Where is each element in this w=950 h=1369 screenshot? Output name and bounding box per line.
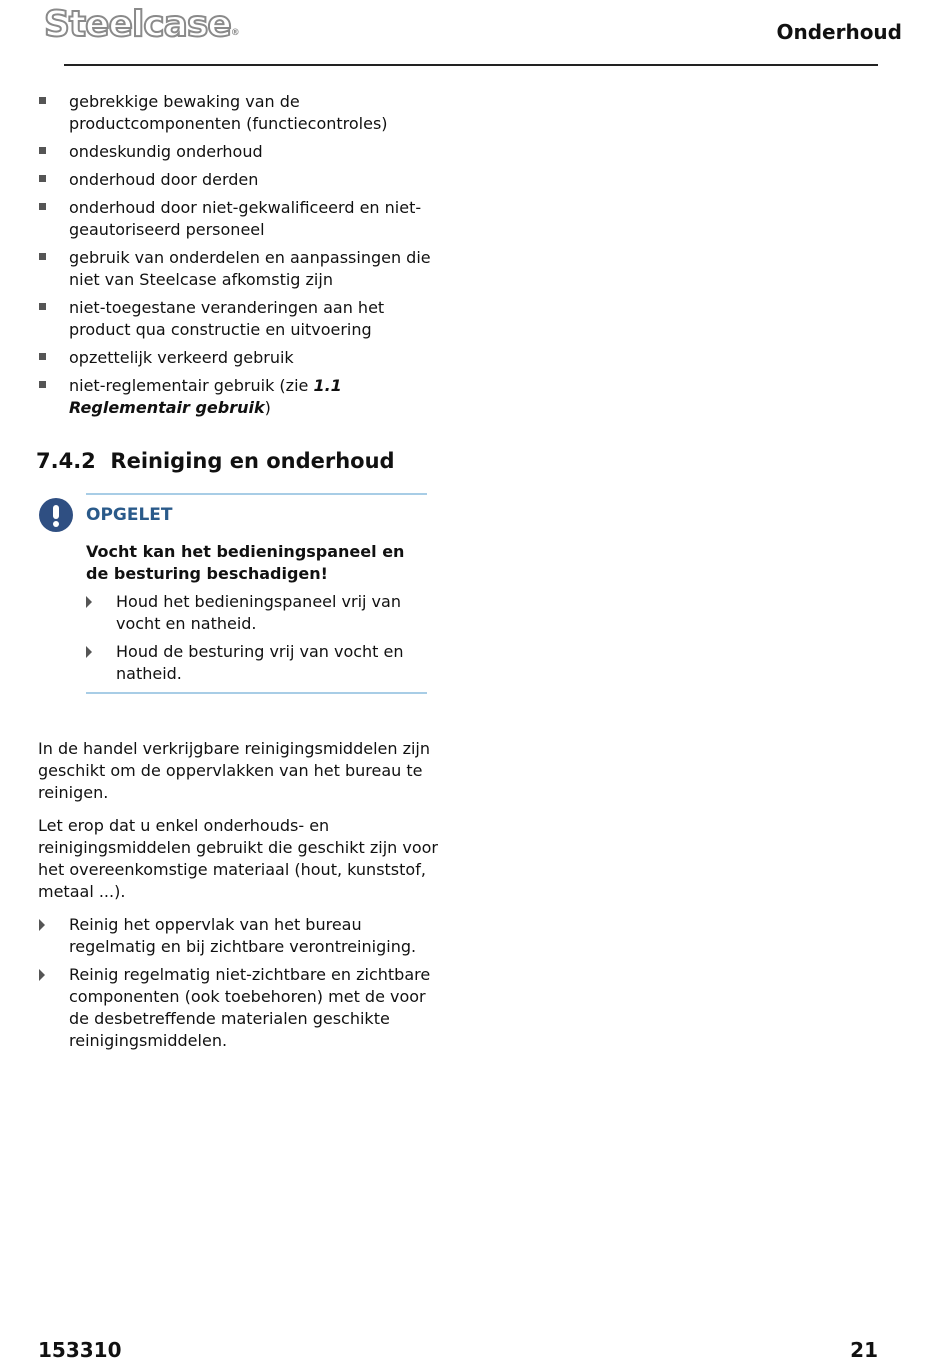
warning-bottom-rule (86, 692, 427, 694)
paragraph: Let erop dat u enkel onderhouds- en reinigingsmiddelen gebruikt die geschikt zijn voor het overeenkomstige materiaal (hout, kunststof, metaal ...). (38, 816, 438, 901)
square-bullet-icon (39, 175, 46, 182)
list-item: onderhoud door derden (69, 169, 449, 191)
warning-statement: Vocht kan het bedieningspaneel en de besturing beschadigen! (86, 542, 405, 583)
document-number: 153310 (38, 1338, 122, 1362)
list-item: onderhoud door niet-gekwalificeerd en niet-geautoriseerd personeel (69, 197, 449, 241)
list-item: ondeskundig onderhoud (69, 141, 449, 163)
warning-title: OPGELET (86, 505, 173, 525)
steps-container (69, 914, 441, 1058)
list-item: gebrekkige bewaking van de productcomponenten (functiecontroles) (69, 91, 449, 135)
cross-reference-link[interactable]: 1.1 Reglementair gebruik (69, 376, 342, 417)
arrow-right-icon (39, 919, 45, 931)
body-text (38, 738, 443, 914)
list-item: niet-toegestane veranderingen aan het product qua constructie en uitvoering (69, 297, 449, 341)
arrow-right-icon (39, 969, 45, 981)
intro-list-container (69, 91, 449, 425)
paragraph: In de handel verkrijgbare reinigingsmiddelen zijn geschikt om de oppervlakken van het bureau te reinigen. (38, 739, 431, 802)
section-title: Reiniging en onderhoud (110, 449, 395, 473)
list-item: Houd het bedieningspaneel vrij van vocht en natheid. (116, 591, 431, 635)
arrow-right-icon (86, 596, 92, 608)
square-bullet-icon (39, 253, 46, 260)
page-header-title: Onderhoud (776, 20, 902, 44)
exclamation-icon (39, 498, 73, 532)
list-item: opzettelijk verkeerd gebruik (69, 347, 449, 369)
intro-list (69, 91, 449, 419)
square-bullet-icon (39, 147, 46, 154)
warning-top-rule (86, 493, 427, 495)
section-heading (36, 449, 395, 473)
list-item: Reinig het oppervlak van het bureau regelmatig en bij zichtbare verontreiniging. (69, 914, 441, 958)
warning-body (86, 541, 431, 691)
square-bullet-icon (39, 353, 46, 360)
list-item: Houd de besturing vrij van vocht en natheid. (116, 641, 431, 685)
square-bullet-icon (39, 203, 46, 210)
list-item: niet-reglementair gebruik (zie 1.1 Reglementair gebruik) (69, 375, 449, 419)
steelcase-logo: Steelcase® (44, 4, 239, 45)
arrow-right-icon (86, 646, 92, 658)
list-item: Reinig regelmatig niet-zichtbare en zichtbare componenten (ook toebehoren) met de voor de desbetreffende materialen geschikte reinigingsmiddelen. (69, 964, 441, 1052)
square-bullet-icon (39, 97, 46, 104)
square-bullet-icon (39, 303, 46, 310)
square-bullet-icon (39, 381, 46, 388)
steps-list (69, 914, 441, 1052)
section-number: 7.4.2 (36, 449, 96, 473)
list-item: gebruik van onderdelen en aanpassingen die niet van Steelcase afkomstig zijn (69, 247, 449, 291)
warning-actions (116, 591, 431, 685)
page-number: 21 (850, 1338, 878, 1362)
header-divider (64, 64, 878, 66)
